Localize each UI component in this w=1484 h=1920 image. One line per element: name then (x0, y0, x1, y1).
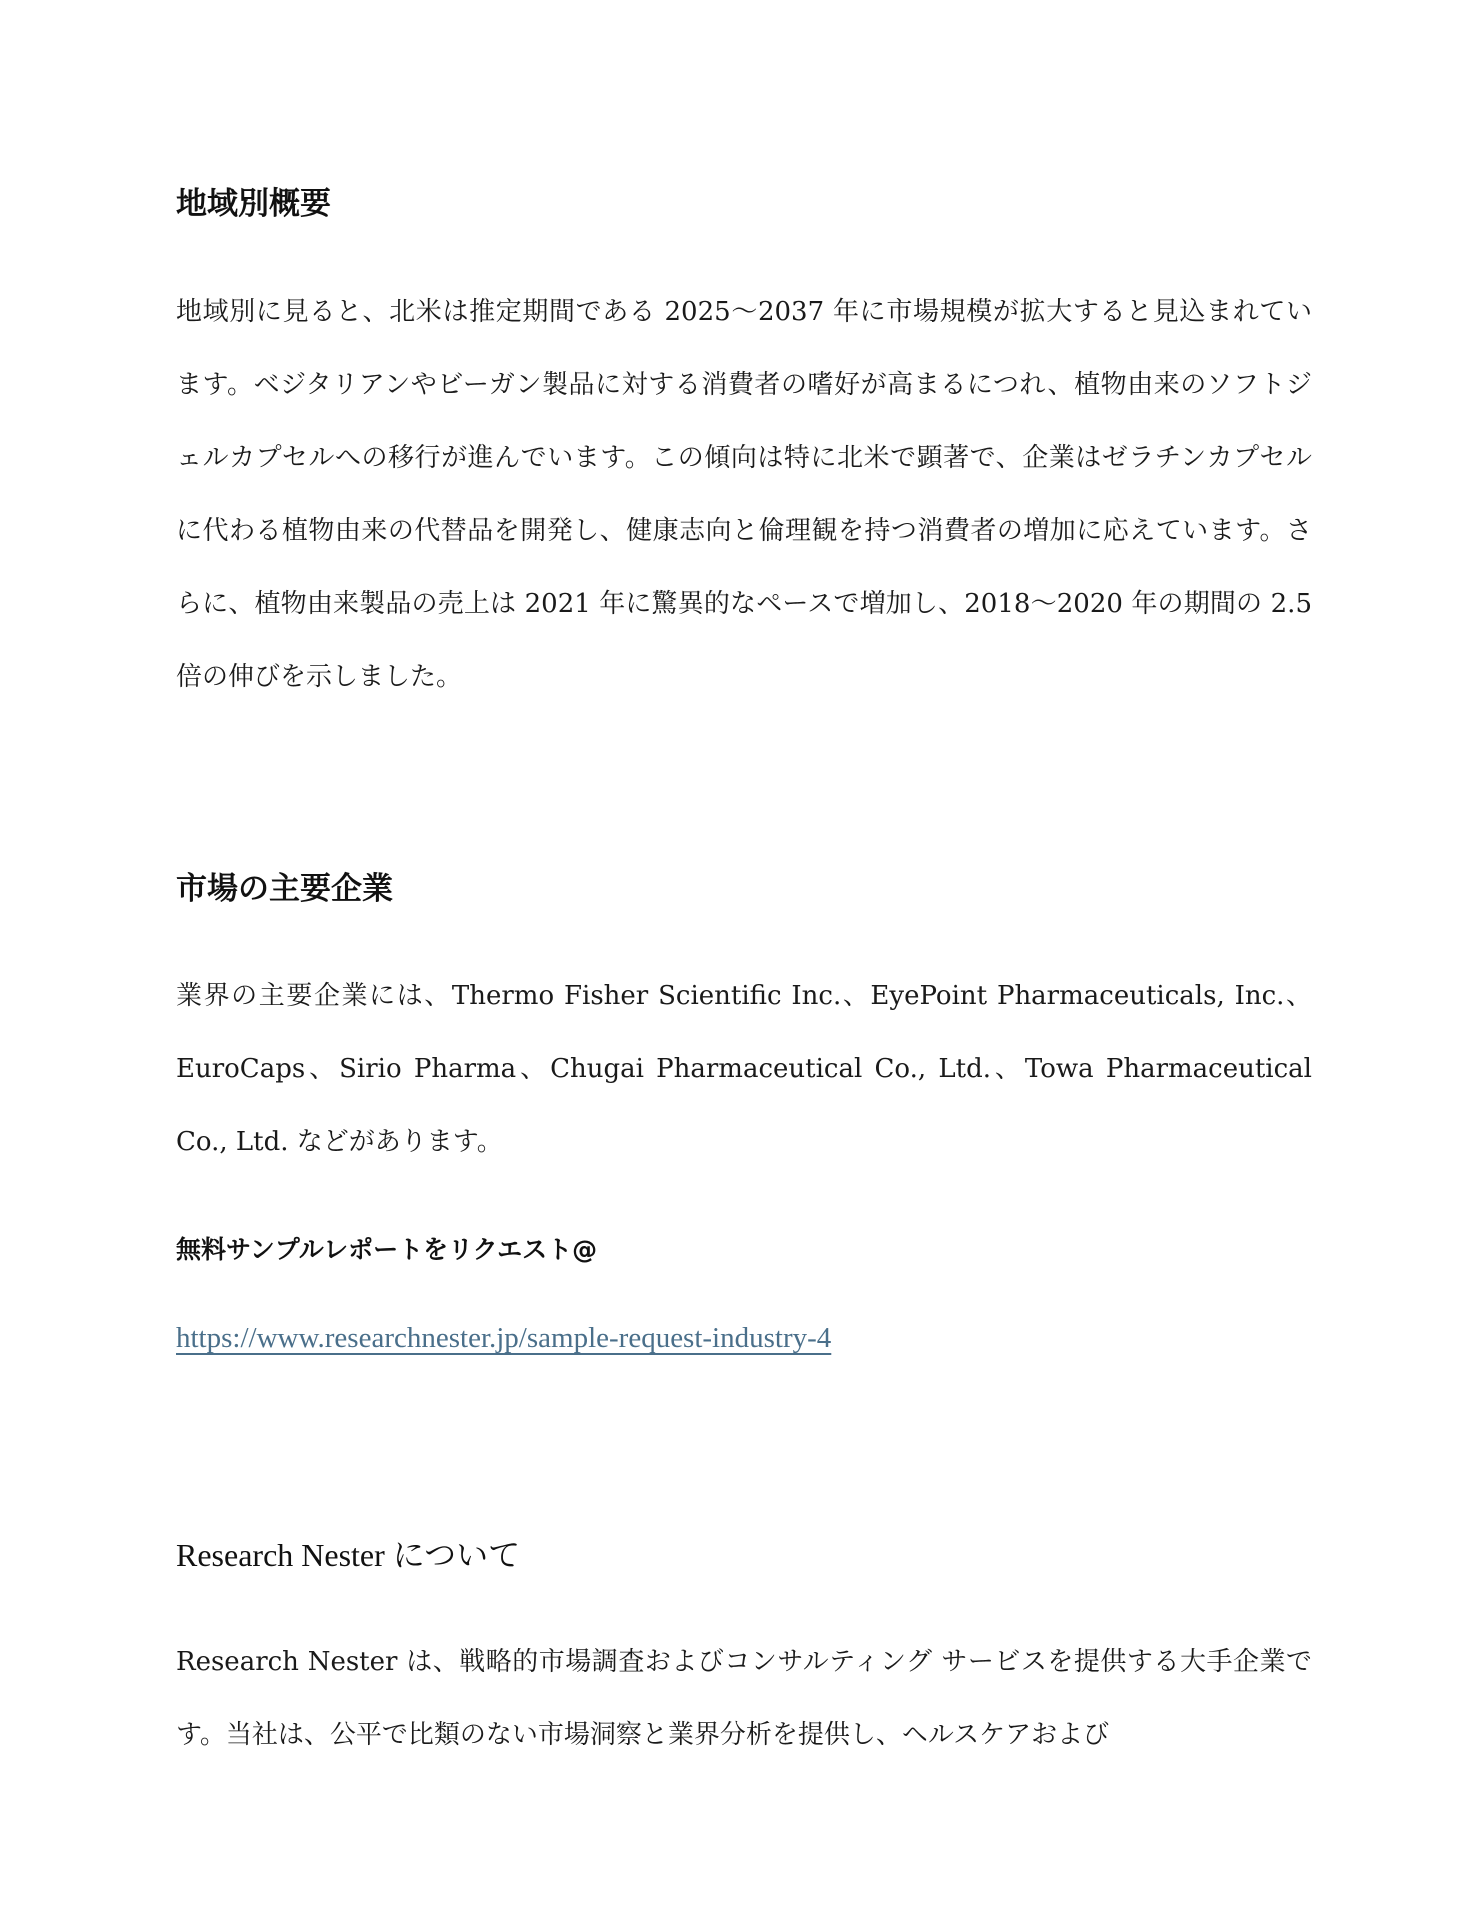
about-research-nester-paragraph: Research Nester は、戦略的市場調査およびコンサルティング サービスを提供する大手企業です。当社は、公平で比類のない市場洞察と業界分析を提供し、ヘルスケアおよび (176, 1647, 1312, 1750)
key-players-paragraph: 業界の主要企業には、Thermo Fisher Scientific Inc.、EyePoint Pharmaceuticals, Inc.、EuroCaps、Sirio Pharma、Chugai Pharmaceutical Co., Ltd.、Towa Pharmaceutical Co., Ltd. などがあります。 (176, 981, 1312, 1157)
sample-request-link[interactable]: https://www.researchnester.jp/sample-request-industry-4 (176, 1322, 832, 1354)
regional-overview-heading: 地域別概要 (176, 186, 331, 222)
about-research-nester-heading: Research Nester について (176, 1537, 521, 1573)
sample-request-label: 無料サンプルレポートをリクエスト@ (176, 1235, 598, 1264)
key-players-heading: 市場の主要企業 (176, 871, 393, 907)
regional-overview-paragraph: 地域別に見ると、北米は推定期間である 2025～2037 年に市場規模が拡大すると見込まれています。ベジタリアンやビーガン製品に対する消費者の嗜好が高まるにつれ、植物由来のソフトジェルカプセルへの移行が進んでいます。この傾向は特に北米で顕著で、企業はゼラチンカプセルに代わる植物由来の代替品を開発し、健康志向と倫理観を持つ消費者の増加に応えています。さらに、植物由来製品の売上は 2021 年に驚異的なペースで増加し、2018～2020 年の期間の 2.5 倍の伸びを示しました。 (176, 297, 1312, 692)
